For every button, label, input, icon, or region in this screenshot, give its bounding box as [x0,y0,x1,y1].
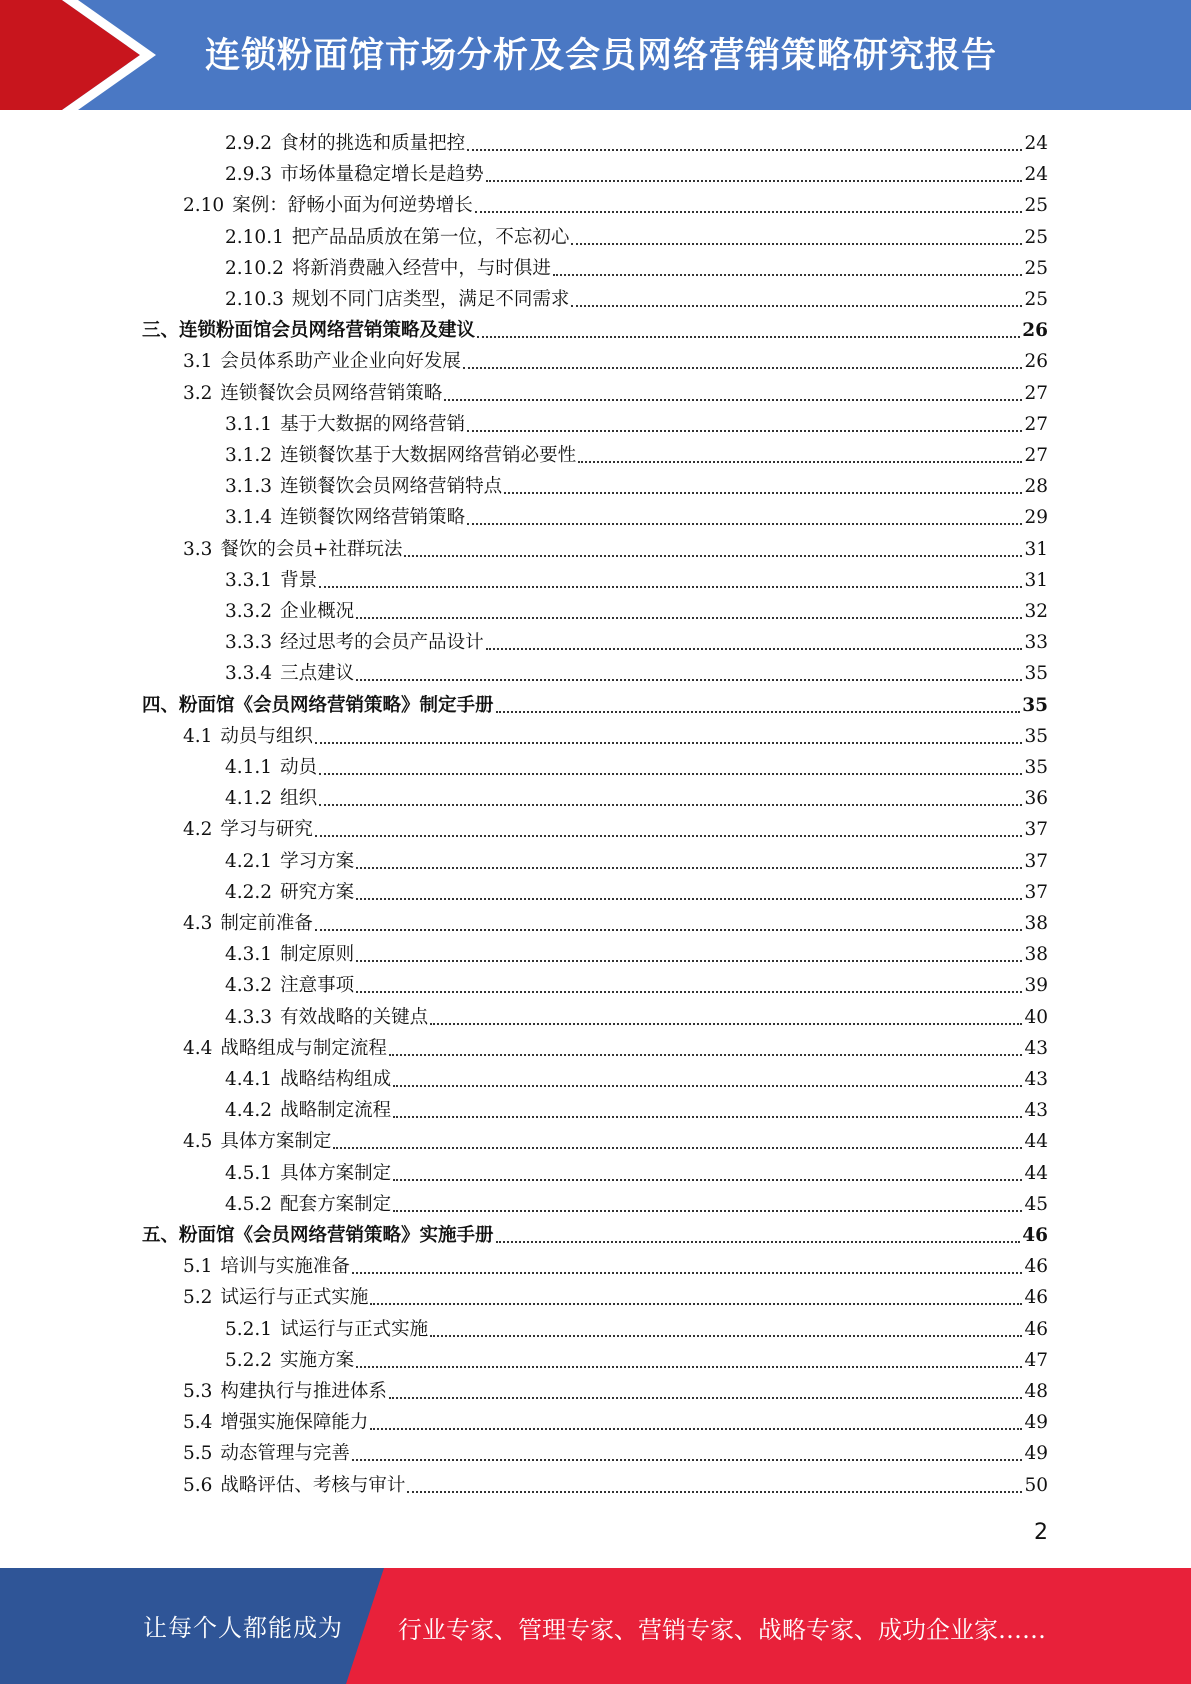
toc-entry-number: 5.4 [183,1412,213,1434]
toc-entry-page: 26 [1022,320,1048,342]
toc-entry-page: 25 [1024,257,1048,279]
toc-entry[interactable] [225,159,1048,190]
toc-entry[interactable] [225,939,1048,970]
toc-entry-page: 31 [1024,569,1048,591]
toc-entry[interactable] [225,471,1048,502]
toc-entry-title: 基于大数据的网络营销 [280,413,466,435]
toc-entry[interactable] [183,1251,1048,1282]
toc-entry-title: 培训与实施准备 [220,1256,350,1278]
page-number: 2 [1034,1520,1048,1545]
toc-entry-page: 38 [1024,913,1048,934]
toc-entry[interactable] [225,565,1048,596]
toc-entry-page: 27 [1024,445,1048,466]
page-footer [0,1568,1191,1684]
toc-dot-leader [393,1084,1022,1087]
toc-entry-title: 动态管理与完善 [220,1443,350,1465]
toc-entry-page: 35 [1024,725,1048,747]
toc-dot-leader [356,616,1022,619]
toc-entry-page: 31 [1024,538,1048,560]
footer-slogan-left: 让每个人都能成为 [143,1614,343,1642]
toc-dot-leader [553,273,1023,276]
toc-entry-title: 餐饮的会员+社群玩法 [220,538,403,560]
toc-entry-title: 战略评估、考核与审计 [220,1474,406,1496]
toc-entry-number: 2.9.3 [225,164,273,186]
toc-entry-page: 39 [1024,975,1048,997]
toc-dot-leader [352,1458,1023,1461]
toc-entry[interactable] [225,440,1048,471]
toc-entry-title: 战略组成与制定流程 [220,1037,387,1059]
toc-entry[interactable] [225,502,1048,533]
toc-entry[interactable] [225,1189,1048,1220]
toc-dot-leader [504,491,1022,494]
toc-entry-page: 46 [1024,1318,1048,1340]
toc-entry-title: 学习与研究 [220,819,313,841]
toc-dot-leader [356,1365,1022,1368]
toc-entry-title: 动员与组织 [220,725,313,747]
toc-entry[interactable] [183,908,1048,939]
toc-dot-leader [319,803,1022,806]
toc-dot-leader [430,1022,1022,1025]
toc-entry-title: 五、粉面馆《会员网络营销策略》实施手册 [142,1225,494,1246]
toc-entry-number: 3.3.1 [225,569,273,591]
toc-entry-number: 4.4.1 [225,1069,273,1090]
toc-entry-number: 4.3.3 [225,1006,273,1028]
toc-dot-leader [315,741,1023,744]
toc-entry-title: 具体方案制定 [220,1131,332,1153]
toc-dot-leader [319,585,1022,588]
toc-entry-title: 制定原则 [280,944,355,966]
toc-dot-leader [444,398,1022,401]
toc-entry[interactable] [183,1438,1048,1469]
footer-slogan-right: 行业专家、管理专家、营销专家、战略专家、成功企业家…… [398,1616,1046,1644]
toc-dot-leader [389,1053,1023,1056]
toc-entry-page: 43 [1024,1037,1048,1059]
toc-entry-number: 5.6 [183,1474,213,1496]
toc-entry[interactable] [183,378,1048,409]
toc-dot-leader [404,554,1022,557]
toc-entry-page: 28 [1024,476,1048,498]
toc-entry[interactable] [225,877,1048,908]
toc-entry[interactable] [225,253,1048,284]
toc-entry[interactable] [225,627,1048,658]
toc-entry-title: 组织 [280,788,318,810]
toc-entry-title: 注意事项 [280,975,355,997]
toc-entry[interactable] [183,1407,1048,1438]
toc-entry-title: 连锁餐饮会员网络营销策略 [220,382,443,404]
toc-entry-number: 4.2 [183,819,213,841]
toc-entry-page: 40 [1024,1006,1048,1028]
toc-entry-number: 4.1 [183,725,213,747]
toc-entry-number: 4.1.1 [225,757,273,778]
toc-entry-page: 32 [1024,601,1048,622]
toc-entry-title: 背景 [280,569,318,591]
toc-entry-number: 4.5.1 [225,1162,273,1184]
toc-entry-number: 4.2.2 [225,881,273,903]
toc-entry[interactable] [183,1470,1048,1501]
toc-entry[interactable] [183,721,1048,752]
toc-entry[interactable] [183,1033,1048,1064]
toc-entry-page: 24 [1024,164,1048,186]
toc-entry[interactable] [225,1064,1048,1095]
toc-entry-number: 3.1.1 [225,413,273,435]
toc-entry-number: 2.10.2 [225,257,284,279]
toc-dot-leader [430,1334,1022,1337]
toc-entry-title: 试运行与正式实施 [280,1318,429,1340]
toc-entry[interactable] [225,128,1048,159]
toc-entry-number: 4.3 [183,913,213,934]
toc-dot-leader [315,928,1023,931]
toc-entry-number: 3.1.4 [225,507,273,529]
toc-entry-number: 4.4.2 [225,1100,273,1122]
toc-entry[interactable] [142,690,1048,721]
toc-dot-leader [356,990,1022,993]
toc-entry-number: 3.2 [183,382,213,404]
toc-entry-number: 4.3.1 [225,944,273,966]
toc-entry-page: 46 [1022,1225,1048,1246]
toc-entry-number: 4.5.2 [225,1193,273,1215]
toc-entry-title: 将新消费融入经营中，与时俱进 [291,257,551,279]
toc-entry[interactable] [142,1220,1048,1251]
toc-entry-page: 25 [1024,226,1048,248]
toc-dot-leader [315,834,1023,837]
toc-dot-leader [370,1427,1022,1430]
toc-dot-leader [370,1302,1022,1305]
toc-entry-title: 构建执行与推进体系 [220,1381,387,1402]
toc-entry-page: 35 [1024,757,1048,778]
toc-dot-leader [463,366,1023,369]
toc-dot-leader [356,678,1022,681]
toc-entry-title: 学习方案 [280,850,355,872]
toc-entry-number: 4.3.2 [225,975,273,997]
toc-entry-page: 27 [1024,382,1048,404]
toc-entry-number: 2.10 [183,195,225,217]
toc-dot-leader [486,647,1023,650]
toc-entry-page: 45 [1024,1193,1048,1215]
toc-entry-page: 46 [1024,1287,1048,1309]
toc-entry-number: 4.4 [183,1037,213,1059]
toc-entry-page: 38 [1024,944,1048,966]
toc-entry-title: 试运行与正式实施 [220,1287,369,1309]
toc-entry-page: 36 [1024,788,1048,810]
toc-entry-number: 4.5 [183,1131,213,1153]
toc-entry-title: 经过思考的会员产品设计 [280,632,484,654]
toc-dot-leader [356,866,1022,869]
toc-entry-page: 29 [1024,507,1048,529]
toc-entry-page: 48 [1024,1381,1048,1402]
toc-entry-page: 27 [1024,413,1048,435]
toc-entry-page: 35 [1022,694,1048,716]
toc-entry[interactable] [183,814,1048,845]
toc-entry-page: 37 [1024,881,1048,903]
toc-entry-number: 3.1.2 [225,445,273,466]
toc-entry-number: 5.2 [183,1287,213,1309]
toc-entry-number: 3.3.2 [225,601,273,622]
toc-entry-number: 5.2.2 [225,1349,273,1371]
toc-entry-page: 49 [1024,1443,1048,1465]
toc-entry-title: 把产品品质放在第一位，不忘初心 [291,226,570,248]
toc-entry-title: 食材的挑选和质量把控 [280,133,466,154]
toc-entry-page: 37 [1024,850,1048,872]
toc-entry[interactable] [183,1376,1048,1407]
toc-dot-leader [407,1490,1022,1493]
toc-dot-leader [571,242,1022,245]
toc-entry[interactable] [183,346,1048,377]
toc-entry-title: 案例：舒畅小面为何逆势增长 [232,195,473,217]
toc-entry[interactable] [225,970,1048,1001]
toc-entry-title: 三点建议 [280,663,355,685]
toc-entry-title: 有效战略的关键点 [280,1006,429,1028]
toc-entry-page: 35 [1024,663,1048,685]
toc-dot-leader [477,335,1020,338]
toc-entry-title: 研究方案 [280,881,355,903]
toc-dot-leader [496,1240,1021,1243]
toc-entry-title: 四、粉面馆《会员网络营销策略》制定手册 [142,694,494,716]
toc-dot-leader [333,1146,1022,1149]
toc-entry[interactable] [183,1126,1048,1157]
toc-entry-page: 47 [1024,1349,1048,1371]
toc-entry-number: 3.1 [183,351,213,373]
toc-entry[interactable] [225,783,1048,814]
toc-dot-leader [496,710,1021,713]
toc-entry[interactable] [225,1158,1048,1189]
toc-entry-page: 37 [1024,819,1048,841]
toc-dot-leader [389,1396,1023,1399]
toc-entry[interactable] [183,534,1048,565]
toc-entry[interactable] [225,596,1048,627]
toc-dot-leader [486,179,1023,182]
toc-entry-number: 3.3.4 [225,663,273,685]
toc-entry-page: 43 [1024,1100,1048,1122]
toc-dot-leader [319,772,1022,775]
toc-entry-title: 连锁餐饮会员网络营销特点 [280,476,503,498]
toc-entry-title: 具体方案制定 [280,1162,392,1184]
toc-entry-number: 3.3.3 [225,632,273,654]
toc-entry[interactable] [183,1282,1048,1313]
toc-entry-title: 实施方案 [280,1349,355,1371]
toc-dot-leader [393,1209,1022,1212]
toc-entry-page: 33 [1024,632,1048,654]
report-title: 连锁粉面馆市场分析及会员网络营销策略研究报告 [205,36,998,76]
toc-dot-leader [352,1271,1023,1274]
toc-dot-leader [393,1178,1022,1181]
toc-entry[interactable] [225,1345,1048,1376]
toc-dot-leader [475,210,1023,213]
toc-entry-title: 制定前准备 [220,913,313,934]
toc-entry-number: 4.1.2 [225,788,273,810]
toc-entry[interactable] [225,1095,1048,1126]
toc-entry-page: 25 [1024,195,1048,217]
toc-entry[interactable] [142,315,1048,346]
toc-entry-page: 26 [1024,351,1048,373]
page-header [0,0,1191,110]
toc-entry-page: 44 [1024,1131,1048,1153]
toc-entry-page: 46 [1024,1256,1048,1278]
toc-entry-title: 连锁餐饮基于大数据网络营销必要性 [280,445,577,466]
toc-entry-number: 5.3 [183,1381,213,1402]
toc-entry[interactable] [225,1002,1048,1033]
toc-entry[interactable] [225,284,1048,315]
toc-entry-page: 50 [1024,1474,1048,1496]
toc-entry-title: 会员体系助产业企业向好发展 [220,351,461,373]
toc-entry-title: 配套方案制定 [280,1193,392,1215]
toc-entry-title: 市场体量稳定增长是趋势 [280,164,484,186]
toc-entry[interactable] [225,846,1048,877]
toc-dot-leader [356,897,1022,900]
toc-entry[interactable] [225,1314,1048,1345]
toc-entry-number: 4.2.1 [225,850,273,872]
toc-entry-number: 2.10.3 [225,289,284,310]
toc-entry-page: 25 [1024,289,1048,310]
toc-entry-page: 24 [1024,133,1048,154]
toc-entry-page: 49 [1024,1412,1048,1434]
toc-entry[interactable] [225,409,1048,440]
toc-dot-leader [578,460,1022,463]
toc-entry-title: 动员 [280,757,318,778]
toc-dot-leader [467,429,1022,432]
toc-entry-number: 5.5 [183,1443,213,1465]
toc-entry-number: 3.1.3 [225,476,273,498]
toc-entry-title: 企业概况 [280,601,355,622]
toc-entry-page: 43 [1024,1069,1048,1090]
toc-entry-number: 2.10.1 [225,226,284,248]
toc-entry-title: 三、连锁粉面馆会员网络营销策略及建议 [142,320,476,342]
toc-entry-title: 战略结构组成 [280,1069,392,1090]
toc-dot-leader [356,959,1022,962]
toc-dot-leader [467,148,1022,151]
toc-dot-leader [393,1115,1022,1118]
toc-entry[interactable] [225,222,1048,253]
toc-entry-number: 2.9.2 [225,133,273,154]
toc-entry-title: 战略制定流程 [280,1100,392,1122]
toc-entry-page: 44 [1024,1162,1048,1184]
toc-entry[interactable] [225,752,1048,783]
toc-dot-leader [571,304,1022,307]
toc-entry-title: 连锁餐饮网络营销策略 [280,507,466,529]
toc-entry[interactable] [225,658,1048,689]
toc-entry-number: 5.2.1 [225,1318,273,1340]
toc-entry-number: 3.3 [183,538,213,560]
toc-entry-title: 规划不同门店类型，满足不同需求 [291,289,570,310]
toc-entry-title: 增强实施保障能力 [220,1412,369,1434]
toc-entry[interactable] [183,190,1048,221]
toc-entry-number: 5.1 [183,1256,213,1278]
toc-dot-leader [467,522,1022,525]
